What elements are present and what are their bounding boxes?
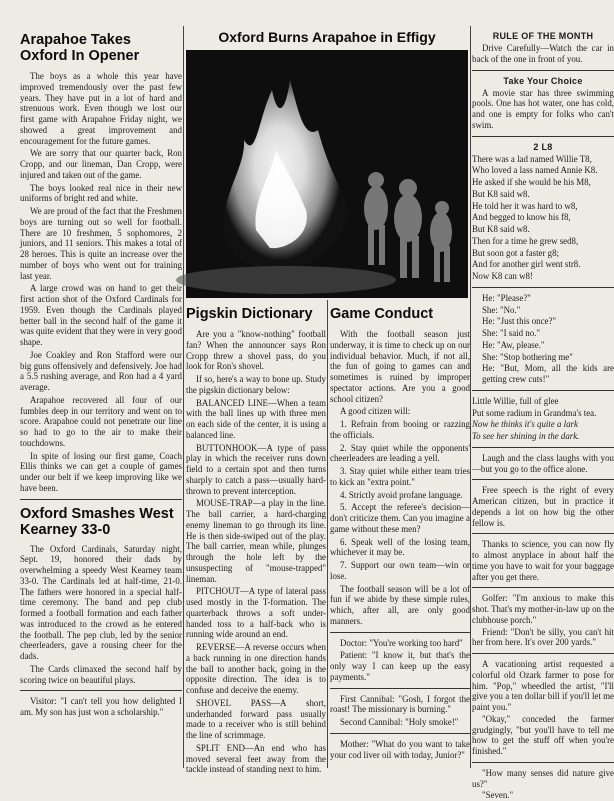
paragraph: SPLIT END—An end who has moved several feet away from the tackle instead of standing next to him. <box>186 742 326 775</box>
paragraph: "Okay," conceded the farmer grudgingly, "but you'll have to tell me how to get the stuff off when you're finished." <box>472 713 614 756</box>
poem-line: Who loved a lass named Annie K8. <box>472 165 598 176</box>
story-pigskin <box>186 329 326 775</box>
story-west-kearney <box>20 544 182 686</box>
paragraph: The boys looked real nice in their new uniforms of bright red and white. <box>20 182 182 204</box>
poem-line: Now he thinks it's quite a lark <box>472 419 578 430</box>
dialog-crew-cuts <box>472 293 614 385</box>
divider <box>472 287 614 288</box>
senses-joke <box>472 768 614 801</box>
dialog-line: She: "I said no." <box>482 328 541 338</box>
headline-game-conduct: Game Conduct <box>330 306 434 322</box>
divider <box>472 136 614 137</box>
divider <box>472 479 614 480</box>
science-joke <box>472 539 614 582</box>
paragraph: Visitor: "I can't tell you how delighted I am. My son has just won a scholarship." <box>20 696 182 717</box>
poem-line: But K8 said w8. <box>472 188 530 199</box>
take-your-choice-title: Take Your Choice <box>503 75 583 86</box>
divider <box>330 733 470 734</box>
divider <box>20 690 182 691</box>
headline-pigskin: Pigskin Dictionary <box>186 306 313 322</box>
story-arapahoe <box>20 71 182 494</box>
paragraph: Drive Carefully—Watch the car in back of the one in front of you. <box>472 43 614 64</box>
divider <box>472 390 614 391</box>
rule-of-month <box>472 43 614 65</box>
photo-headline: Oxford Burns Arapahoe in Effigy <box>218 29 436 45</box>
paragraph: "How many senses did nature give us?" <box>472 767 614 789</box>
column-pigskin-dictionary <box>186 302 326 775</box>
poem-2l8 <box>472 154 614 282</box>
paragraph: The Cards climaxed the second half by scoring twice on beautiful plays. <box>20 663 182 685</box>
paragraph: SHOVEL PASS—A short, underhanded forward pass usually made to a receiver who is still behind the line of scrimmage. <box>186 697 326 740</box>
poem-line: But K8 said w8. <box>472 224 530 234</box>
jokes-col3 <box>330 638 470 761</box>
paragraph: PITCHOUT—A type of lateral pass used mostly in the T-formation. The quarterback throws a soft under-handed toss to a half-back who is running wide around an end. <box>186 586 326 640</box>
poem-line: He asked if she would be his M8, <box>472 177 591 187</box>
dialog-line: He: "But, Mom, all the kids are getting crew cuts!" <box>482 363 614 384</box>
column-rule <box>327 300 328 768</box>
golfer-joke <box>472 593 614 648</box>
poem-line: Then for a time he grew sed8, <box>472 235 579 246</box>
bonfire-image <box>186 50 468 298</box>
column-sports <box>20 28 182 768</box>
column-rule <box>183 26 184 768</box>
poem-line: There was a lad named Willie T8, <box>472 153 592 164</box>
dialog-line: He: "Just this once?" <box>482 316 557 327</box>
divider <box>330 688 470 689</box>
paragraph: Are you a "know-nothing" football fan? When the announcer says Ron Cropp threw a shovel pass, do you look for Ron's shovel. <box>186 329 326 372</box>
joke-line: Second Cannibal: "Holy smoke!" <box>340 717 459 727</box>
rule-item: 6. Speak well of the losing team, whichever it may be. <box>330 536 470 558</box>
take-your-choice <box>472 88 614 131</box>
poem-line: Now K8 can w8! <box>472 271 533 281</box>
poem-line: And for another girl went str8. <box>472 259 581 270</box>
story-game-conduct <box>330 329 470 627</box>
divider <box>472 70 614 71</box>
poem-line: To see her shining in the dark. <box>472 431 580 441</box>
paragraph: A movie star has three swimming pools. One has hot water, one has cold, and one is empty for folks who can't swim. <box>472 87 614 130</box>
joke-visitor <box>20 696 182 718</box>
headline-west-kearney: Oxford Smashes West Kearney 33-0 <box>20 505 174 538</box>
divider <box>472 762 614 763</box>
paragraph: "Seven." <box>482 790 514 801</box>
poem-line: Put some radium in Grandma's tea. <box>472 407 597 418</box>
paragraph: Friend: "Don't be silly, you can't hit her from here. It's over 200 yards." <box>472 626 614 648</box>
column-game-conduct <box>330 302 470 768</box>
paragraph: Joe Coakley and Ron Stafford were our big guns offensively and defensively. Joe had a 5.5 rushing average, and Ron had a 4 yard average. <box>20 349 182 392</box>
paragraph: BALANCED LINE—When a team with the ball lines up with three men on each side of the center, it is using a balanced line. <box>186 397 326 440</box>
dialog-line: He: "Aw, please." <box>482 339 545 350</box>
paragraph: In spite of losing our first game, Coach Ellis thinks we can get a couple of games under our belt if we keep improving like we have been. <box>20 450 182 493</box>
dialog-line: He: "Please?" <box>482 292 531 303</box>
column-rule <box>470 26 471 768</box>
rule-of-month-title: RULE OF THE MONTH <box>492 31 594 41</box>
headline-arapahoe: Arapahoe Takes Oxford In Opener <box>20 32 140 64</box>
artist-joke <box>472 659 614 757</box>
laugh-joke <box>472 453 614 475</box>
rule-item: 3. Stay quiet while either team tries to kick an "extra point." <box>330 466 470 487</box>
joke-line: First Cannibal: "Gosh, I forgot the roast! The missionary is burning." <box>330 693 470 715</box>
divider <box>472 533 614 534</box>
poem-line: And begged to know his f8, <box>472 212 571 223</box>
paragraph: Golfer: "I'm anxious to make this shot. That's my mother-in-law up on the clubhouse porch." <box>472 593 614 625</box>
divider <box>472 653 614 654</box>
paragraph: The boys as a whole this year have improved tremendously over the past few years. They have put in a lot of hard and strenuous work. Even though we lost our first game with Arapahoe Friday night, we showed a great improvement and encouragement for the future games. <box>20 71 182 146</box>
paragraph: A vacationing artist requested a colorful old Ozark farmer to pose for him. "Pop," wheedled the artist, "I'll give you a ten dollar bill if you'll let me paint you." <box>472 659 614 712</box>
divider <box>472 447 614 448</box>
joke-line: Doctor: "You're working too hard" <box>340 637 463 648</box>
rule-item: 7. Support our own team—win or lose. <box>330 560 470 581</box>
poem-title: 2 L8 <box>533 141 553 152</box>
paragraph: REVERSE—A reverse occurs when a back running in one direction hands the ball to another back, going in the opposite direction. The idea is to confuse and deceive the enemy. <box>186 642 326 695</box>
divider <box>20 499 182 500</box>
paragraph: A large crowd was on hand to get their first action shot of the Oxford Cardinals for 1959. Even though the Cardinals played better ball in the second half of the game it was quite evident that they were in very good shape. <box>20 283 182 347</box>
poem-line: He told her it was hard to w8, <box>472 200 578 211</box>
paragraph: The Oxford Cardinals, Saturday night, Sept. 19, honored their dads by overwhelming a speedy West Kearney team 33-0. The Cardinals led at half-time, 21-0. The fathers were honored in a special half-time ceremony. The band and pep club formed a football formation and each father was introduced to the crowd as he entered the football. The pep club, led by the senior cheerleaders, gave a rousing cheer for the dads. <box>20 543 182 661</box>
divider <box>472 587 614 588</box>
poem-line: But soon got a faster g8; <box>472 247 560 258</box>
paragraph: A good citizen will: <box>340 406 411 417</box>
rule-item: 4. Strictly avoid profane language. <box>340 489 463 500</box>
rule-item: 5. Accept the referee's decision—don't criticize them. Can you imagine a game without these men? <box>330 502 470 534</box>
paragraph: Free speech is the right of every American citizen, but in practice it depends a lot on how big the other fellow is. <box>472 485 614 528</box>
paragraph: Arapahoe recovered all four of our fumbles deep in our territory and went on to score. Arapahoe could not penetrate our line so had to go to the air to make their touchdowns. <box>20 394 182 448</box>
dialog-line: She: "No." <box>482 304 521 315</box>
rule-item: 1. Refrain from booing or razzing the officials. <box>330 419 470 440</box>
rule-item: 2. Stay quiet while the opponents' cheerleaders are leading a yell. <box>330 442 470 464</box>
paragraph: MOUSE-TRAP—a play in the line. The ball carrier, a hard-charging enemy lineman to go through its line. He is then side-swiped out of the play. The ball carrier, mean while, plunges through the hole left by the unsuspecting of "mouse-trapped" lineman. <box>186 498 326 584</box>
paragraph: The football season will be a lot of fun if we abide by these simple rules, which, after all, are only good manners. <box>330 583 470 626</box>
paragraph: With the football season just underway, it is time to check up on our individual behavior. Much, if not all, the fun of going to games can and sometimes is ruined by improper spectator actions. Are you a good school citizen? <box>330 329 470 404</box>
dialog-line: She: "Stop bothering me" <box>482 351 573 362</box>
poem-line: Little Willie, full of glee <box>472 395 559 406</box>
paragraph: Thanks to science, you can now fly to almost anyplace in about half the time you have to wait for your baggage after you get there. <box>472 539 614 582</box>
poem-little-willie <box>472 396 614 442</box>
column-humor <box>472 28 614 801</box>
divider <box>330 632 470 633</box>
free-speech-joke <box>472 485 614 528</box>
paragraph: If so, here's a way to bone up. Study the pigskin dictionary below: <box>186 374 326 395</box>
paragraph: We are proud of the fact that the Freshmen boys are turning out so well for football. There are 10 freshmen, 5 sophomores, 2 juniors, and 11 seniors. This makes a total of 28 heroes. This is quite an increase over the number of boys who went out for training last year. <box>20 206 182 281</box>
paragraph: BUTTONHOOK—A type of pass play in which the receiver runs down field to a certain spot and then turns sharply to catch a pass—usually hard-thrown to prevent interception. <box>186 442 326 496</box>
paragraph: Laugh and the class laughs with you—but you go to the office alone. <box>472 452 614 474</box>
joke-line: Patient: "I know it, but that's the only way I can keep up the easy payments." <box>330 650 470 682</box>
paragraph: We are sorry that our quarter back, Ron Cropp, and our lineman, Dan Cropp, were injured and taken out of the game. <box>20 148 182 180</box>
bonfire-photo <box>186 50 468 298</box>
joke-line: Mother: "What do you want to take your cod liver oil with today, Junior?" <box>330 738 470 760</box>
